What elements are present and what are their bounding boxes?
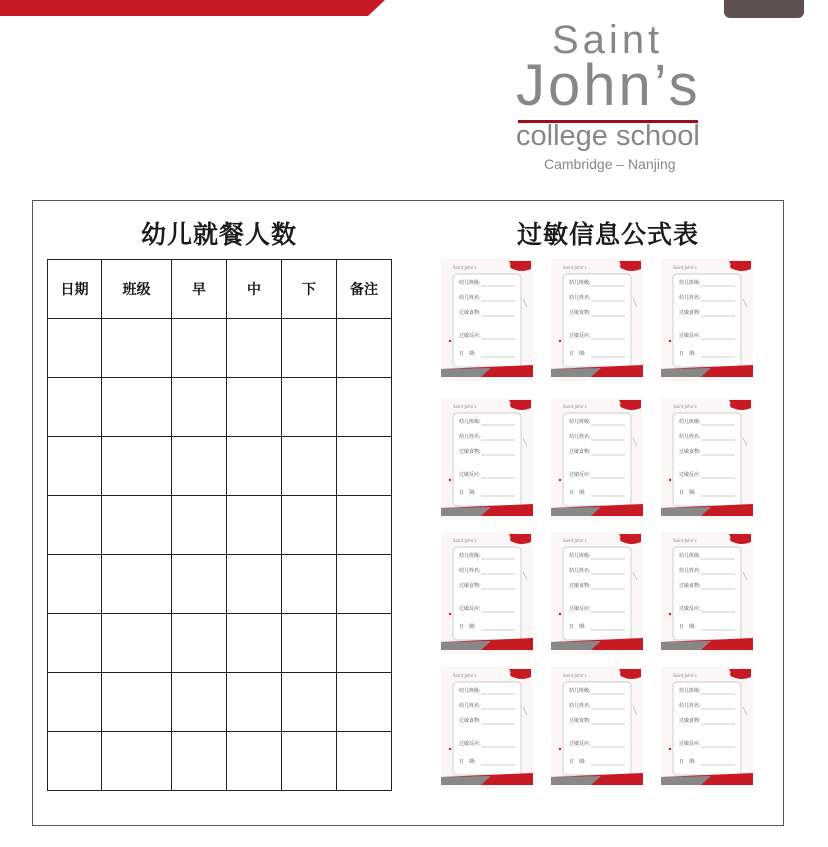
top-red-stripe	[0, 0, 385, 16]
table-cell	[227, 437, 282, 496]
svg-text:Saint John’s: Saint John’s	[673, 265, 697, 270]
table-cell	[102, 496, 172, 555]
table-cell	[227, 378, 282, 437]
card-field-label: 过敏食物:	[679, 583, 701, 589]
card-field-label: 幼儿姓名:	[459, 295, 481, 301]
card-field-label: 过敏反应:	[679, 472, 701, 478]
column-header: 日期	[48, 260, 102, 319]
table-cell	[48, 732, 102, 791]
table-cell	[282, 673, 337, 732]
card-field-label: 幼儿班级:	[459, 553, 481, 559]
card-field-label: 幼儿班级:	[679, 553, 701, 559]
table-cell	[48, 496, 102, 555]
logo-line-saint: Saint	[552, 18, 664, 62]
card-field-label: 过敏反应:	[459, 472, 481, 478]
card-field-label: 过敏食物:	[459, 449, 481, 455]
card-field-label: 幼儿班级:	[569, 688, 591, 694]
card-field-label: 幼儿班级:	[569, 280, 591, 286]
card-field-label: 过敏反应:	[569, 741, 591, 747]
svg-text:Saint John’s: Saint John’s	[453, 538, 477, 543]
table-cell	[172, 555, 227, 614]
svg-text:Saint John’s: Saint John’s	[563, 404, 587, 409]
card-field-label: 幼儿姓名:	[679, 703, 701, 709]
table-row	[48, 437, 392, 496]
card-field-label: 过敏反应:	[679, 741, 701, 747]
table-cell	[282, 732, 337, 791]
card-field-label: 幼儿姓名:	[459, 434, 481, 440]
logo-line-city: Cambridge – Nanjing	[544, 156, 676, 172]
allergy-card	[661, 532, 753, 654]
school-logo	[508, 18, 708, 178]
table-cell	[337, 437, 392, 496]
card-field-label: 日 期:	[569, 759, 586, 765]
card-field-label: 幼儿姓名:	[569, 703, 591, 709]
card-field-label: 日 期:	[569, 351, 586, 357]
table-cell	[172, 673, 227, 732]
card-field-label: 日 期:	[569, 624, 586, 630]
card-field-label: 日 期:	[459, 490, 476, 496]
table-cell	[48, 319, 102, 378]
table-cell	[282, 319, 337, 378]
card-field-label: 日 期:	[459, 624, 476, 630]
card-field-label: 过敏食物:	[569, 718, 591, 724]
table-cell	[282, 614, 337, 673]
svg-text:Saint John’s: Saint John’s	[563, 265, 587, 270]
notice-board	[32, 200, 784, 826]
card-field-label: 幼儿班级:	[459, 280, 481, 286]
card-field-label: 过敏食物:	[569, 583, 591, 589]
table-cell	[172, 319, 227, 378]
card-field-label: 幼儿班级:	[569, 553, 591, 559]
table-row	[48, 378, 392, 437]
allergy-card	[551, 398, 643, 520]
card-field-label: 过敏食物:	[679, 310, 701, 316]
table-cell	[102, 732, 172, 791]
column-header: 班级	[102, 260, 172, 319]
card-field-label: 过敏食物:	[459, 310, 481, 316]
card-field-label: 日 期:	[459, 351, 476, 357]
svg-text:Saint John’s: Saint John’s	[563, 538, 587, 543]
table-cell	[172, 378, 227, 437]
column-header: 中	[227, 260, 282, 319]
allergy-card	[551, 532, 643, 654]
card-field-label: 幼儿班级:	[459, 688, 481, 694]
allergy-card	[661, 667, 753, 789]
table-cell	[227, 319, 282, 378]
table-row	[48, 555, 392, 614]
table-cell	[227, 673, 282, 732]
table-cell	[48, 673, 102, 732]
table-cell	[102, 437, 172, 496]
table-cell	[227, 496, 282, 555]
allergy-form-title: 过敏信息公式表	[517, 220, 700, 249]
allergy-card	[661, 398, 753, 520]
table-cell	[102, 319, 172, 378]
table-cell	[48, 555, 102, 614]
table-cell	[48, 437, 102, 496]
allergy-card	[441, 259, 533, 381]
table-cell	[102, 555, 172, 614]
table-cell	[337, 555, 392, 614]
table-cell	[102, 614, 172, 673]
table-cell	[172, 437, 227, 496]
allergy-card	[441, 667, 533, 789]
card-field-label: 幼儿姓名:	[569, 295, 591, 301]
card-field-label: 过敏食物:	[569, 449, 591, 455]
meal-count-table	[47, 259, 392, 791]
svg-text:Saint John’s: Saint John’s	[673, 404, 697, 409]
table-header-row	[48, 260, 392, 319]
card-field-label: 过敏食物:	[679, 718, 701, 724]
table-cell	[282, 496, 337, 555]
card-field-label: 过敏食物:	[679, 449, 701, 455]
column-header: 下	[282, 260, 337, 319]
table-cell	[337, 673, 392, 732]
card-field-label: 过敏反应:	[569, 472, 591, 478]
card-field-label: 日 期:	[679, 351, 696, 357]
meal-count-title: 幼儿就餐人数	[141, 220, 298, 249]
card-field-label: 幼儿班级:	[569, 419, 591, 425]
card-field-label: 过敏食物:	[459, 718, 481, 724]
card-field-label: 幼儿姓名:	[569, 434, 591, 440]
table-row	[48, 732, 392, 791]
column-header: 备注	[337, 260, 392, 319]
svg-text:Saint John’s: Saint John’s	[453, 265, 477, 270]
svg-text:Saint John’s: Saint John’s	[453, 404, 477, 409]
table-row	[48, 673, 392, 732]
table-cell	[227, 614, 282, 673]
card-field-label: 幼儿姓名:	[459, 568, 481, 574]
card-field-label: 过敏反应:	[459, 741, 481, 747]
card-field-label: 过敏反应:	[679, 606, 701, 612]
card-field-label: 过敏反应:	[679, 333, 701, 339]
card-field-label: 日 期:	[569, 490, 586, 496]
card-field-label: 日 期:	[459, 759, 476, 765]
card-field-label: 幼儿姓名:	[679, 295, 701, 301]
card-field-label: 过敏食物:	[569, 310, 591, 316]
card-field-label: 幼儿班级:	[679, 419, 701, 425]
card-field-label: 过敏反应:	[459, 606, 481, 612]
card-field-label: 幼儿班级:	[459, 419, 481, 425]
card-field-label: 幼儿姓名:	[569, 568, 591, 574]
svg-text:Saint John’s: Saint John’s	[673, 538, 697, 543]
table-cell	[48, 614, 102, 673]
table-cell	[282, 378, 337, 437]
card-field-label: 日 期:	[679, 624, 696, 630]
card-field-label: 幼儿姓名:	[459, 703, 481, 709]
card-field-label: 幼儿姓名:	[679, 568, 701, 574]
column-header: 早	[172, 260, 227, 319]
table-cell	[282, 437, 337, 496]
table-cell	[172, 496, 227, 555]
table-cell	[282, 555, 337, 614]
corner-tab	[724, 0, 804, 18]
card-field-label: 过敏食物:	[459, 583, 481, 589]
allergy-cards-grid	[441, 259, 761, 794]
table-row	[48, 614, 392, 673]
card-field-label: 日 期:	[679, 759, 696, 765]
table-row	[48, 319, 392, 378]
allergy-card	[441, 532, 533, 654]
table-cell	[48, 378, 102, 437]
table-cell	[227, 555, 282, 614]
card-field-label: 幼儿班级:	[679, 688, 701, 694]
svg-text:Saint John’s: Saint John’s	[563, 673, 587, 678]
card-field-label: 幼儿班级:	[679, 280, 701, 286]
table-cell	[337, 614, 392, 673]
card-field-label: 日 期:	[679, 490, 696, 496]
allergy-card	[551, 259, 643, 381]
table-cell	[102, 673, 172, 732]
card-field-label: 过敏反应:	[569, 333, 591, 339]
allergy-card	[441, 398, 533, 520]
table-cell	[337, 496, 392, 555]
card-field-label: 幼儿姓名:	[679, 434, 701, 440]
card-field-label: 过敏反应:	[569, 606, 591, 612]
svg-text:Saint John’s: Saint John’s	[453, 673, 477, 678]
logo-line-college: college school	[516, 120, 700, 152]
svg-text:Saint John’s: Saint John’s	[673, 673, 697, 678]
table-cell	[337, 378, 392, 437]
table-cell	[172, 732, 227, 791]
table-cell	[172, 614, 227, 673]
table-cell	[337, 732, 392, 791]
table-body	[48, 319, 392, 791]
table-row	[48, 496, 392, 555]
table-cell	[227, 732, 282, 791]
table-cell	[337, 319, 392, 378]
card-field-label: 过敏反应:	[459, 333, 481, 339]
logo-line-johns: John’s	[516, 53, 701, 118]
allergy-card	[661, 259, 753, 381]
table-cell	[102, 378, 172, 437]
allergy-card	[551, 667, 643, 789]
